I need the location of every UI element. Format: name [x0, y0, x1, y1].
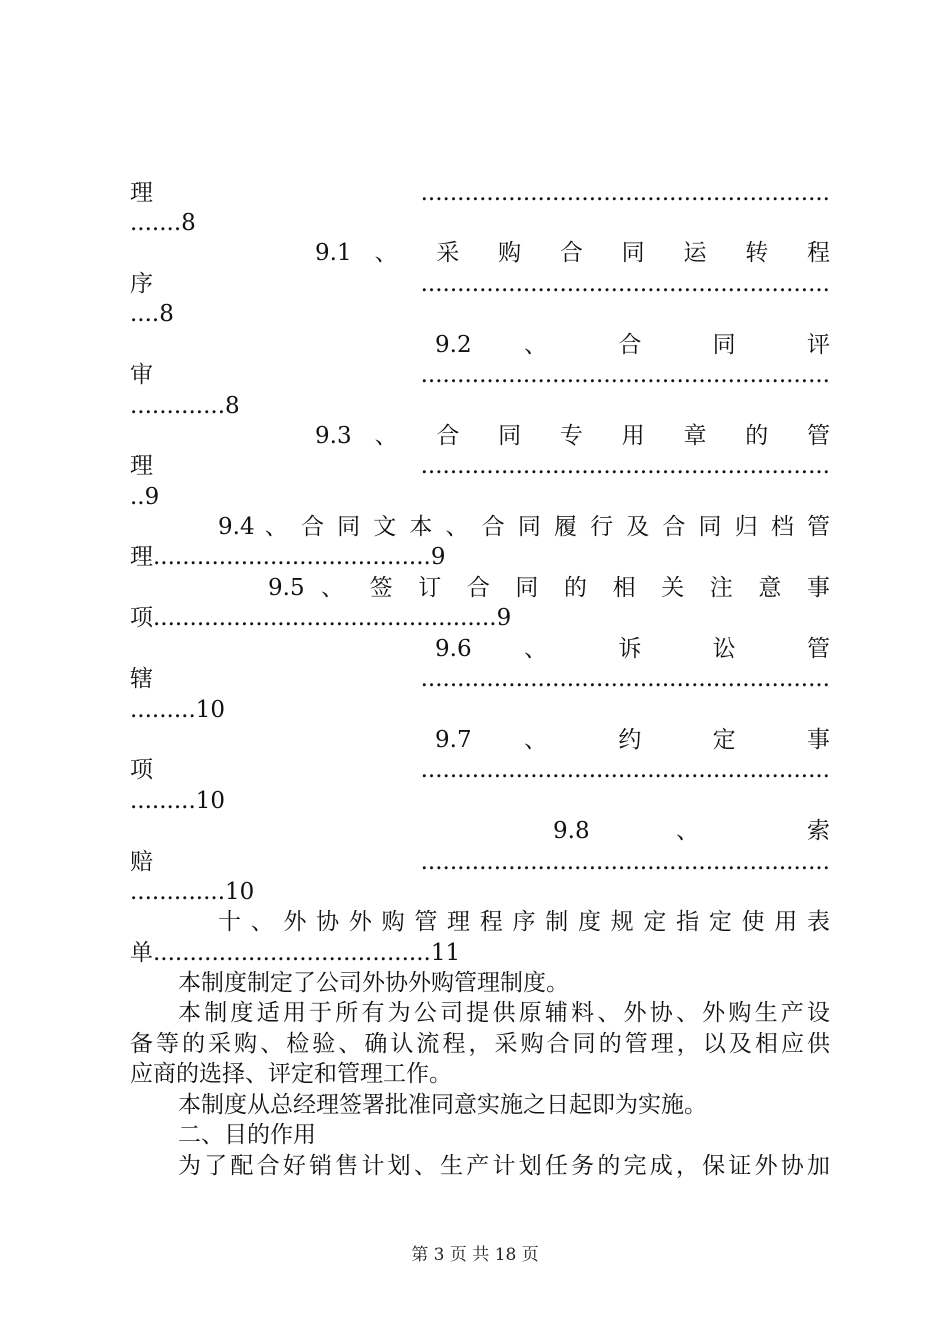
toc-line: 9.1 、 采 购 合 同 运 转 程: [315, 240, 830, 266]
toc-line: 辖........................................................: [130, 666, 830, 692]
body-paragraph: 本制度制定了公司外协外购管理制度。: [178, 970, 569, 996]
body-paragraph: 应商的选择、评定和管理工作。: [130, 1061, 452, 1087]
toc-line: 9.3 、 合 同 专 用 章 的 管: [315, 423, 830, 449]
toc-line: 单......................................11: [130, 940, 461, 966]
toc-line: .........10: [130, 697, 226, 723]
toc-line: 9.7 、 约 定 事: [435, 727, 830, 753]
toc-line: 理........................................................: [130, 180, 830, 206]
body-paragraph: 备等的采购、检验、确认流程，采购合同的管理，以及相应供: [130, 1031, 830, 1057]
toc-line: 理........................................................: [130, 453, 830, 479]
toc-line: .........10: [130, 788, 226, 814]
toc-line: 赔........................................................: [130, 849, 830, 875]
toc-line: 十 、 外 协 外 购 管 理 程 序 制 度 规 定 指 定 使 用 表: [218, 909, 830, 935]
body-paragraph: 本制度从总经理签署批准同意实施之日起即为实施。: [178, 1092, 707, 1118]
body-paragraph: 为了配合好销售计划、生产计划任务的完成，保证外协加: [178, 1153, 830, 1179]
body-paragraph: 本制度适用于所有为公司提供原辅料、外协、外购生产设: [178, 1000, 830, 1026]
toc-line: 9.8 、 索: [553, 818, 830, 844]
toc-line: 理......................................9: [130, 544, 446, 570]
toc-line: ..9: [130, 484, 160, 510]
toc-line: 9.4 、 合 同 文 本 、 合 同 履 行 及 合 同 归 档 管: [218, 514, 830, 540]
toc-line: .............8: [130, 393, 240, 419]
toc-line: 9.5 、 签 订 合 同 的 相 关 注 意 事: [268, 575, 830, 601]
toc-line: 9.2 、 合 同 评: [435, 332, 830, 358]
toc-line: 审........................................................: [130, 362, 830, 388]
toc-line: .............10: [130, 879, 255, 905]
page-footer: 第 3 页 共 18 页: [411, 1245, 539, 1265]
toc-line: 项...............................................9: [130, 605, 512, 631]
toc-line: 项........................................................: [130, 757, 830, 783]
toc-line: 序........................................................: [130, 271, 830, 297]
toc-line: 9.6 、 诉 讼 管: [435, 636, 830, 662]
toc-line: ....8: [130, 301, 174, 327]
section-heading: 二、目的作用: [178, 1122, 316, 1148]
toc-line: .......8: [130, 210, 196, 236]
